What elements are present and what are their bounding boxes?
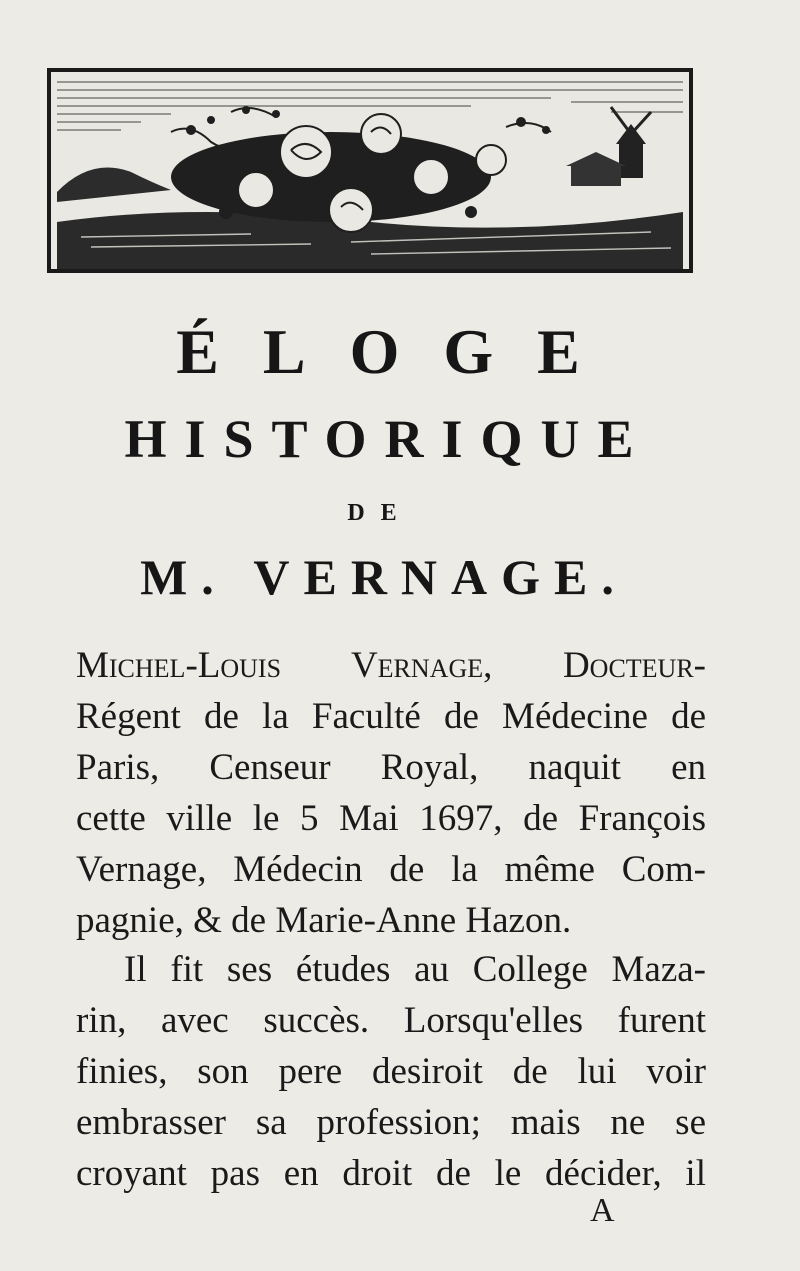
paragraph-line: Régent de la Faculté de Médecine de xyxy=(76,696,706,737)
signature-mark: A xyxy=(590,1192,615,1229)
paragraph-line: Michel-Louis Vernage, Docteur- xyxy=(76,645,706,686)
title-line-historique: HISTORIQUE xyxy=(124,409,652,469)
paragraph-line: Il fit ses études au College Maza- xyxy=(124,949,706,990)
paragraph-line: Vernage, Médecin de la même Com- xyxy=(76,849,706,890)
paragraph-line: pagnie, & de Marie-Anne Hazon. xyxy=(76,900,572,941)
paragraph-line: finies, son pere desiroit de lui voir xyxy=(76,1051,706,1092)
paragraph-1 xyxy=(76,640,706,946)
engraved-vignette-image xyxy=(47,68,693,273)
paragraph-line: embrasser sa profession; mais ne se xyxy=(76,1102,706,1143)
title-line-vernage: M. VERNAGE. xyxy=(140,549,628,605)
paragraph-line: croyant pas en droit de le décider, il xyxy=(76,1153,706,1194)
paragraph-line: rin, avec succès. Lorsqu'elles furent xyxy=(76,1000,706,1041)
title-line-eloge: ÉLOGE xyxy=(176,316,624,387)
paragraph-line: Paris, Censeur Royal, naquit en xyxy=(76,747,706,788)
paragraph-line: cette ville le 5 Mai 1697, de François xyxy=(76,798,706,839)
engraver-signature: Bevgnet xyxy=(95,245,134,259)
paragraph-2 xyxy=(76,944,706,1199)
title-line-de: DE xyxy=(347,500,413,526)
